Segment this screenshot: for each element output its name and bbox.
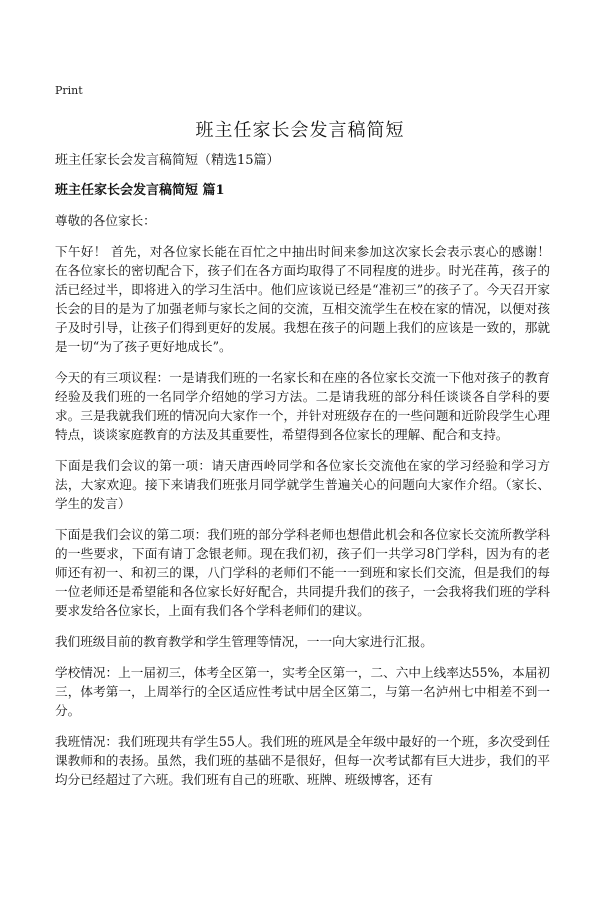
paragraph-class-status: 我班情况：我们班现共有学生55人。我们班的班风是全年级中最好的一个班，多次受到任课教师和的表扬。虽然，我们班的基础不是很好，但每一次考试都有巨大进步，我们的平均分已经超过了六班。我们班有自己的班歌、班牌、班级博客，还有 bbox=[55, 734, 550, 787]
paragraph-item-two: 下面是我们会议的第二项：我们班的部分学科老师也想借此机会和各位家长交流所教学科的一些要求，下面有请丁念银老师。现在我们初，孩子们一共学习8门学科，因为有的老师还有初一、和初三的课，八门学科的老师们不能一一到班和家长们交流，但是我们的每一位老师还是希望能和各位家长好好配合，共同提升我们的孩子，一会我将我们班的学科要求发给各位家长，上面有我们各个学科老师们的建议。 bbox=[55, 527, 550, 618]
print-label: Print bbox=[55, 84, 83, 97]
document-subtitle: 班主任家长会发言稿简短（精选15篇） bbox=[55, 153, 280, 168]
paragraph-item-one: 下面是我们会议的第一项：请天唐西岭同学和各位家长交流他在家的学习经验和学习方法，大家欢迎。接下来请我们班张月同学就学生普遍关心的问题向大家作介绍。（家长、学生的发言） bbox=[55, 458, 550, 511]
paragraph-opening: 下午好！ 首先，对各位家长能在百忙之中抽出时间来参加这次家长会表示衷心的感谢！在各位家长的密切配合下，孩子们在各方面均取得了不同程度的进步。时光荏苒，孩子的活已经过半，即将进入的学习生活中。他们应该说已经是“准初三”的孩子了。今天召开家长会的目的是为了加强老师与家长之间的交流，互相交流学生在校在家的情况，以便对孩子及时引导，让孩子们得到更好的发展。我想在孩子的问题上我们的应该是一致的，那就是一切“为了孩子更好地成长”。 bbox=[55, 244, 550, 354]
document-body bbox=[55, 152, 550, 801]
paragraph-greeting: 尊敬的各位家长： bbox=[55, 213, 156, 228]
paragraph-report-intro: 我们班级目前的教育教学和学生管理等情况，一一向大家进行汇报。 bbox=[55, 634, 433, 649]
section-heading: 班主任家长会发言稿简短 篇1 bbox=[55, 183, 225, 198]
paragraph-school-status: 学校情况：上一届初三，体考全区第一，实考全区第一，二、六中上线率达55%，本届初三，体考第一，上周举行的全区适应性考试中居全区第二，与第一名泸州七中相差不到一分。 bbox=[55, 665, 550, 718]
document-title: 班主任家长会发言稿简短 bbox=[195, 120, 405, 141]
paragraph-agenda: 今天的有三项议程：一是请我们班的一名家长和在座的各位家长交流一下他对孩子的教育经验及我们班的一名同学介绍她的学习方法。二是请我班的部分科任谈谈各自学科的要求。三是我就我们班的情况向大家作一个，并针对班级存在的一些问题和近阶段学生心理特点，谈谈家庭教育的方法及其重要性，希望得到各位家长的理解、配合和支持。 bbox=[55, 370, 550, 442]
